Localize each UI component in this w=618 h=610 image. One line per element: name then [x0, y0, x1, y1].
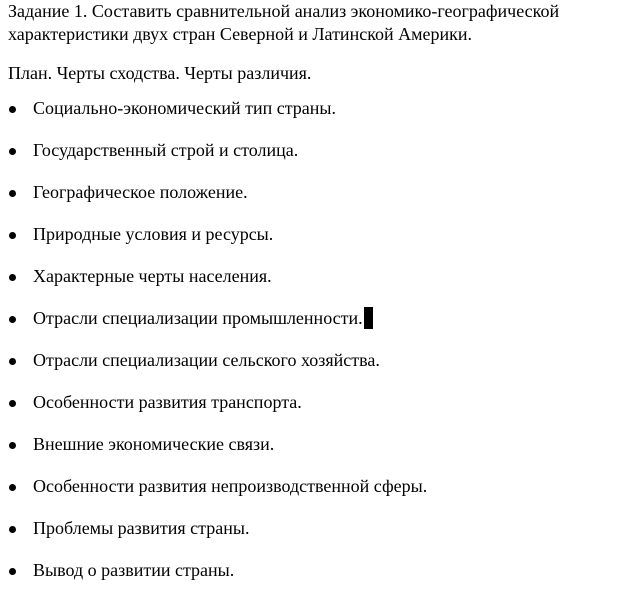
plan-items-list	[8, 97, 612, 601]
bullet-icon	[9, 400, 16, 407]
bullet-icon	[9, 484, 16, 491]
bullet-icon	[9, 274, 16, 281]
list-item	[8, 97, 612, 139]
list-item-text: Государственный строй и столица.	[33, 140, 299, 160]
list-item-text: Особенности развития непроизводственной сферы.	[33, 476, 428, 496]
plan-line: План. Черты сходства. Черты различия.	[8, 63, 312, 83]
list-item-text: Отрасли специализации промышленности.	[33, 308, 363, 328]
list-item-text: Вывод о развитии страны.	[33, 560, 235, 580]
bullet-icon	[9, 358, 16, 365]
bullet-icon	[9, 106, 16, 113]
list-item	[8, 307, 612, 349]
list-item-text: Природные условия и ресурсы.	[33, 224, 274, 244]
text-cursor	[364, 307, 373, 329]
document-body	[8, 0, 612, 601]
list-item-text: Географическое положение.	[33, 182, 248, 202]
bullet-icon	[9, 568, 16, 575]
bullet-icon	[9, 232, 16, 239]
bullet-icon	[9, 526, 16, 533]
list-item	[8, 559, 612, 601]
list-item	[8, 475, 612, 517]
list-item	[8, 349, 612, 391]
list-item-text: Внешние экономические связи.	[33, 434, 275, 454]
bullet-icon	[9, 442, 16, 449]
list-item	[8, 265, 612, 307]
assignment-title: Задание 1. Составить сравнительной анализ экономико-географической характеристики двух стран Северной и Латинской Америки.	[8, 1, 560, 44]
list-item	[8, 433, 612, 475]
list-item	[8, 223, 612, 265]
list-item-text: Особенности развития транспорта.	[33, 392, 302, 412]
bullet-icon	[9, 190, 16, 197]
list-item	[8, 391, 612, 433]
list-item-text: Характерные черты населения.	[33, 266, 272, 286]
list-item-text: Отрасли специализации сельского хозяйства.	[33, 350, 380, 370]
list-item	[8, 517, 612, 559]
list-item	[8, 139, 612, 181]
bullet-icon	[9, 316, 16, 323]
list-item-text: Проблемы развития страны.	[33, 518, 250, 538]
list-item-text: Социально-экономический тип страны.	[33, 98, 337, 118]
bullet-icon	[9, 148, 16, 155]
list-item	[8, 181, 612, 223]
